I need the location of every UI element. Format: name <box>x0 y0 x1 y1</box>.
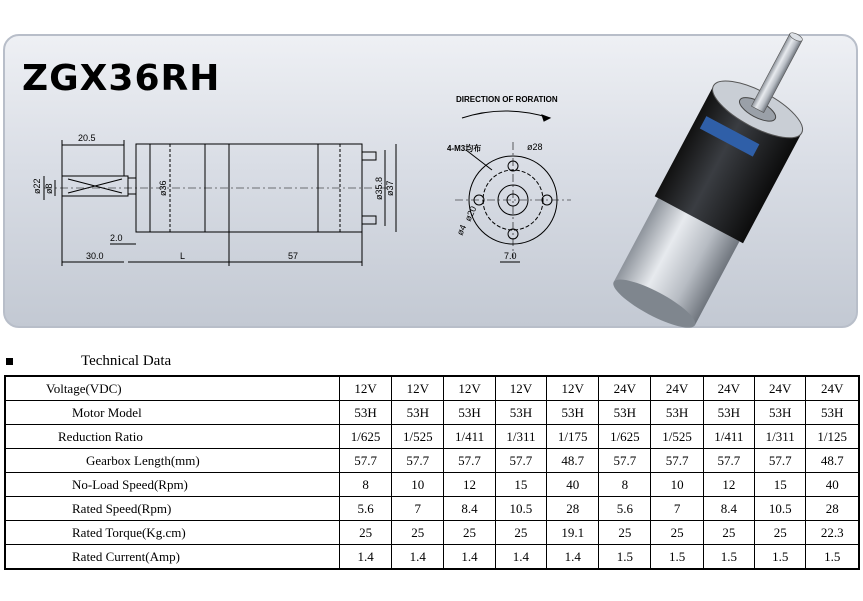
table-cell: 5.6 <box>340 497 392 521</box>
table-cell: 7 <box>392 497 444 521</box>
table-cell: 28 <box>547 497 599 521</box>
table-cell: 1/625 <box>340 425 392 449</box>
direction-of-rotation-label: DIRECTION OF RORATION <box>456 95 558 104</box>
table-cell: 22.3 <box>806 521 859 545</box>
table-cell: 25 <box>755 521 806 545</box>
row-label: Rated Current(Amp) <box>5 545 340 570</box>
table-cell: 1/175 <box>547 425 599 449</box>
table-cell: 25 <box>599 521 651 545</box>
front-view-drawing <box>455 111 571 262</box>
section-header <box>6 352 171 370</box>
table-cell: 10.5 <box>495 497 546 521</box>
table-cell: 24V <box>806 376 859 401</box>
table-cell: 1.4 <box>340 545 392 570</box>
table-cell: 1.5 <box>703 545 754 570</box>
table-cell: 53H <box>806 401 859 425</box>
dim-30-0: 30.0 <box>86 251 104 261</box>
table-row <box>5 497 859 521</box>
product-title: ZGX36RH <box>22 58 221 99</box>
dim-2-0: 2.0 <box>110 233 123 243</box>
dim-d36: ø36 <box>158 180 168 196</box>
table-cell: 40 <box>806 473 859 497</box>
table-cell: 24V <box>755 376 806 401</box>
table-cell: 48.7 <box>806 449 859 473</box>
table-cell: 57.7 <box>495 449 546 473</box>
table-row <box>5 449 859 473</box>
dim-d22: ø22 <box>32 178 42 194</box>
table-cell: 1/525 <box>651 425 703 449</box>
table-cell: 5.6 <box>599 497 651 521</box>
section-title: Technical Data <box>81 352 172 369</box>
table-cell: 1.5 <box>755 545 806 570</box>
table-cell: 57.7 <box>392 449 444 473</box>
table-cell: 25 <box>495 521 546 545</box>
table-cell: 25 <box>340 521 392 545</box>
table-cell: 12V <box>392 376 444 401</box>
table-row <box>5 376 859 401</box>
table-cell: 57.7 <box>703 449 754 473</box>
technical-data-table <box>4 375 860 570</box>
row-label: Motor Model <box>5 401 340 425</box>
dim-d35-8: ø35.8 <box>374 176 384 200</box>
dim-d28: ø28 <box>527 142 543 152</box>
table-cell: 1.4 <box>392 545 444 570</box>
table-cell: 7 <box>651 497 703 521</box>
table-cell: 10 <box>651 473 703 497</box>
dim-20-5: 20.5 <box>78 133 96 143</box>
table-cell: 25 <box>444 521 495 545</box>
table-cell: 1/411 <box>703 425 754 449</box>
table-row <box>5 473 859 497</box>
table-cell: 24V <box>703 376 754 401</box>
table-row <box>5 521 859 545</box>
table-cell: 19.1 <box>547 521 599 545</box>
table-cell: 57.7 <box>755 449 806 473</box>
table-cell: 48.7 <box>547 449 599 473</box>
table-cell: 12 <box>444 473 495 497</box>
table-cell: 1.5 <box>599 545 651 570</box>
table-cell: 8.4 <box>703 497 754 521</box>
mount-holes-label: 4-M3均布 <box>447 144 482 153</box>
table-cell: 12V <box>444 376 495 401</box>
table-cell: 1.5 <box>806 545 859 570</box>
row-label: Rated Torque(Kg.cm) <box>5 521 340 545</box>
table-cell: 10 <box>392 473 444 497</box>
table-cell: 53H <box>444 401 495 425</box>
table-cell: 53H <box>651 401 703 425</box>
dim-d20: ø20 <box>462 204 479 223</box>
dim-l: L <box>180 251 186 261</box>
table-cell: 1/411 <box>444 425 495 449</box>
table-cell: 8.4 <box>444 497 495 521</box>
table-cell: 24V <box>599 376 651 401</box>
table-cell: 57.7 <box>444 449 495 473</box>
table-cell: 1.5 <box>651 545 703 570</box>
table-cell: 8 <box>599 473 651 497</box>
table-row <box>5 425 859 449</box>
table-cell: 8 <box>340 473 392 497</box>
table-cell: 1/125 <box>806 425 859 449</box>
motor-photo <box>604 11 841 338</box>
dim-7-0: 7.0 <box>504 251 517 261</box>
table-cell: 40 <box>547 473 599 497</box>
table-cell: 57.7 <box>599 449 651 473</box>
row-label: Voltage(VDC) <box>5 376 340 401</box>
table-cell: 28 <box>806 497 859 521</box>
table-cell: 53H <box>547 401 599 425</box>
table-cell: 53H <box>599 401 651 425</box>
table-cell: 25 <box>703 521 754 545</box>
section-bullet-icon <box>6 358 13 365</box>
table-cell: 1.4 <box>444 545 495 570</box>
side-view-drawing <box>44 140 396 266</box>
dim-d8: ø8 <box>44 183 54 194</box>
table-cell: 57.7 <box>651 449 703 473</box>
table-cell: 53H <box>340 401 392 425</box>
table-row <box>5 545 859 570</box>
table-cell: 12 <box>703 473 754 497</box>
table-cell: 53H <box>392 401 444 425</box>
table-cell: 53H <box>495 401 546 425</box>
table-cell: 15 <box>495 473 546 497</box>
table-cell: 10.5 <box>755 497 806 521</box>
dim-d37: ø37 <box>385 180 395 196</box>
table-cell: 53H <box>703 401 754 425</box>
table-cell: 57.7 <box>340 449 392 473</box>
table-cell: 12V <box>547 376 599 401</box>
table-cell: 1/311 <box>755 425 806 449</box>
row-label: No-Load Speed(Rpm) <box>5 473 340 497</box>
table-cell: 12V <box>495 376 546 401</box>
dim-57: 57 <box>288 251 299 261</box>
table-row <box>5 401 859 425</box>
table-cell: 1/525 <box>392 425 444 449</box>
row-label: Rated Speed(Rpm) <box>5 497 340 521</box>
row-label: Gearbox Length(mm) <box>5 449 340 473</box>
table-cell: 15 <box>755 473 806 497</box>
table-cell: 25 <box>392 521 444 545</box>
row-label: Reduction Ratio <box>5 425 340 449</box>
dim-d4: ø4 <box>454 223 469 237</box>
table-cell: 1/625 <box>599 425 651 449</box>
rotation-arrow <box>462 111 550 118</box>
table-cell: 1/311 <box>495 425 546 449</box>
table-cell: 53H <box>755 401 806 425</box>
table-cell: 25 <box>651 521 703 545</box>
table-cell: 24V <box>651 376 703 401</box>
table-cell: 1.4 <box>547 545 599 570</box>
table-cell: 1.4 <box>495 545 546 570</box>
table-cell: 12V <box>340 376 392 401</box>
